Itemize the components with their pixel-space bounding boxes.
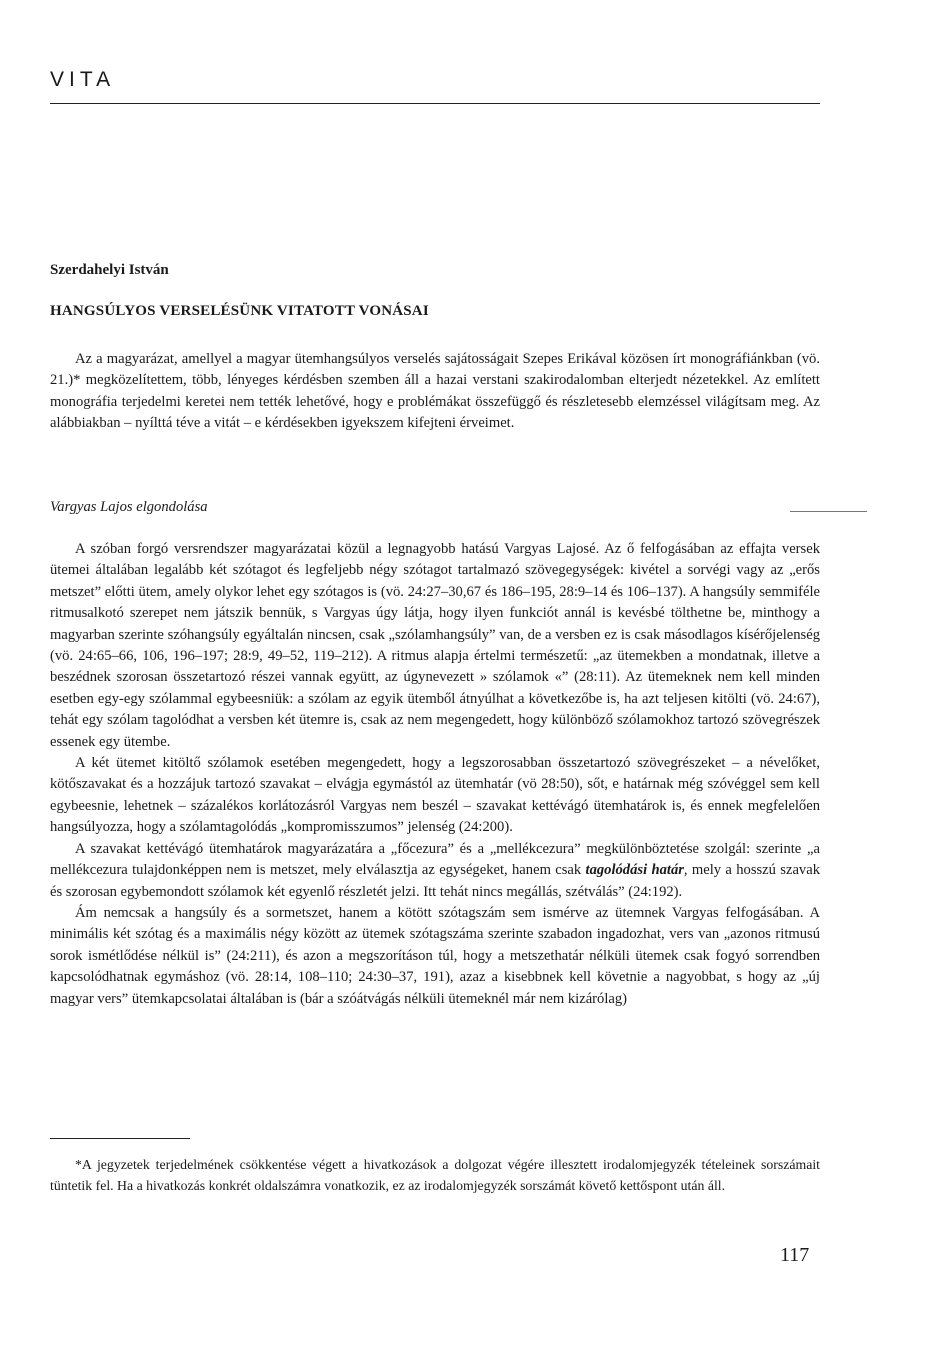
section-rule	[790, 511, 867, 512]
article-title: HANGSÚLYOS VERSELÉSÜNK VITATOTT VONÁSAI	[50, 303, 429, 319]
body-paragraph-4: Ám nemcsak a hangsúly és a sormetszet, hanem a kötött szótagszám sem ismérve az ütemnek Vargyas felfogásában. A minimális két szótag és a maximális négy között az ütemek szótagszáma szerinte szabadon ingadozhat, vers van „azonos ritmusú sorok ismétlődése nélkül is” (24:211), és azon a megszorításon túl, hogy a metszethatár nélküli ütemek csak fogyó sorrendben kapcsolódhatnak egymáshoz (vö. 28:14, 108–110; 24:30–37, 191), azaz a kisebbnek kell követnie a nagyobbat, s hogy az „új magyar vers” ütemkapcsolatai általában is (bár a szóátvágás nélküli ütemeknél már nem kizárólag)	[50, 904, 820, 1007]
emphasized-term: tagolódási határ	[585, 862, 684, 879]
body-paragraph-2: A két ütemet kitöltő szólamok esetében megengedett, hogy a legszorosabban összetartozó szövegrészeket – a névelőket, kötőszavakat és a hozzájuk tartozó szavakat – elvágja egymástól az ütemhatár (vö 28:50), sőt, e határnak még szóvéggel sem kell egybeesnie, lehetnek – százalékos korlátozásról Vargyas nem beszél – szavakat kettévágó ütemhatárok is, és ennek megfelelően hangsúlyozza, hogy a szólamtagolódás „kompromisszumos” jelenség (24:200).	[50, 755, 820, 836]
body-paragraph-1: A szóban forgó versrendszer magyarázatai közül a legnagyobb hatású Vargyas Lajosé. Az ő felfogásában az effajta versek ütemei általában legalább két szótagot és legfeljebb négy szótagot tartalmazó szövegegységek: kivétel a sorvégi vagy az „erős metszet” előtti ütem, amely olykor lehet egy szótagos is (vö. 24:27–30,67 és 186–195, 28:9–14 és 106–137). A hangsúly semmiféle ritmusalkotó szerepet nem játszik bennük, s Vargyas úgy látja, hogy ilyen funkciót annál is kevésbé tölthetne be, minthogy a magyarban szerinte szóhangsúly egyáltalán nincsen, csak „szólamhangsúly” van, de a versben ez is csak másodlagos kísérőjelenség (vö. 24:65–66, 106, 196–197; 28:9, 49–52, 119–212). A ritmus alapja értelmi természetű: „az ütemekben a mondatnak, illetve a beszédnek szorosan összetartozó részei vannak együtt, az úgynevezett » szólamok «” (28:11). Az ütemeknek nem kell minden esetben egy-egy szólammal egybeesniük: a szólam az egyik ütemből átnyúlhat a következőbe is, ha azt teljesen kitölti (vö. 24:67), tehát egy szólam tagolódhat a versben két ütemre is, csak az nem megengedett, hogy különböző szólamokhoz tartozó szövegrészek essenek egy ütembe.	[50, 541, 820, 750]
footnote-rule	[50, 1138, 190, 1139]
section-body	[50, 539, 820, 1010]
intro-section	[50, 349, 820, 435]
footnote: *A jegyzetek terjedelmének csökkentése végett a hivatkozások a dolgozat végére illesztett irodalomjegyzék tételeinek sorszámait tüntetik fel. Ha a hivatkozás konkrét oldalszámra vonatkozik, ez az irodalomjegyzék sorszámát követő kettőspont után áll.	[50, 1157, 820, 1194]
body-paragraph-3	[50, 839, 820, 903]
intro-paragraph: Az a magyarázat, amellyel a magyar ütemhangsúlyos verselés sajátosságait Szepes Erikával közösen írt monográfiánkban (vö. 21.)* megközelítettem, több, lényeges kérdésben szemben áll a hazai verstani szakirodalomban elterjedt nézetekkel. Az említett monográfia terjedelmi keretei nem tették lehetővé, hogy e problémákat összefüggő és részletesebb elemzéssel világítsam meg. Az alábbiakban – nyílttá téve a vitát – e kérdésekben igyekszem kifejteni érveimet.	[50, 351, 820, 432]
section-heading: Vargyas Lajos elgondolása	[50, 499, 208, 515]
article-author: Szerdahelyi István	[50, 262, 169, 278]
paragraph-3-tail: , mely a hosszú szavak és szorosan egybemondott szólamok két egyenlő részletét jelzi. Itt tehát nincs megállás, szétválás” (24:192).	[50, 862, 820, 900]
paragraph-3-lead: A szavakat kettévágó ütemhatárok magyarázatára a „főcezura” és a „mellékcezura” megkülönböztetése szolgál: szerinte „a mellékcezura tulajdonképpen nem is metszet, mely elválasztja az egységeket, hanem csak	[50, 840, 820, 879]
running-head: VITA	[50, 68, 116, 91]
header-rule	[50, 103, 820, 104]
page-number: 117	[780, 1244, 810, 1266]
